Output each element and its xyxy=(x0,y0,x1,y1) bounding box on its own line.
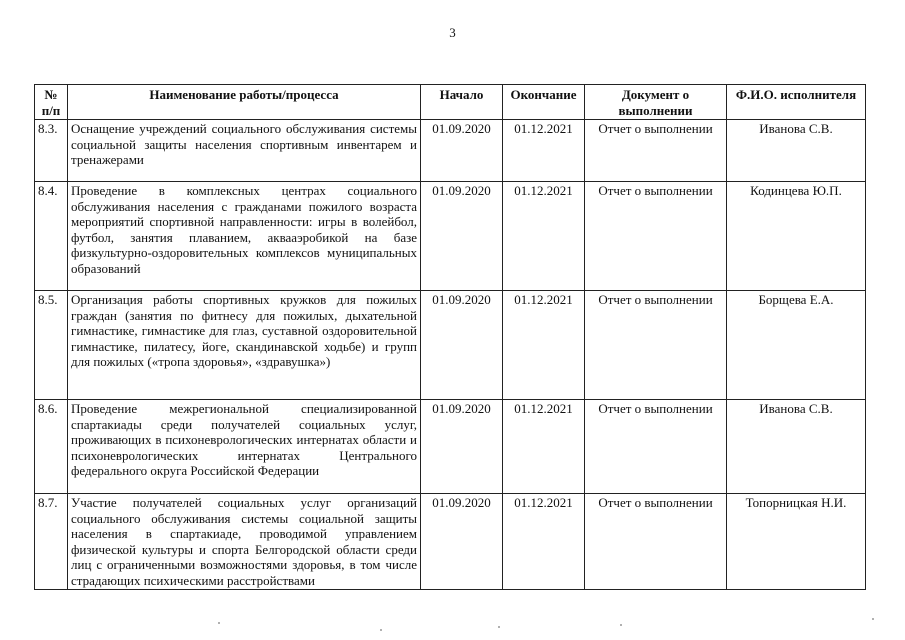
row-executor: Иванова С.В. xyxy=(727,400,866,494)
row-executor: Топорницкая Н.И. xyxy=(727,494,866,590)
row-number: 8.4. xyxy=(35,182,68,291)
header-document: Документ о выполнении xyxy=(585,85,727,120)
table-row xyxy=(35,120,866,182)
scan-speck xyxy=(498,626,500,628)
header-number: № п/п xyxy=(35,85,68,120)
row-start-date: 01.09.2020 xyxy=(421,120,503,182)
row-end-date: 01.12.2021 xyxy=(503,494,585,590)
row-work-name: Проведение межрегиональной специализированной спартакиады среди получателей социальных услуг, проживающих в психоневрологических интернатах области и психоневрологических интернатах Центрального федерального округа Российской Федерации xyxy=(68,400,421,494)
row-executor: Борщева Е.А. xyxy=(727,291,866,400)
table-body xyxy=(35,120,866,590)
row-document: Отчет о выполнении xyxy=(585,182,727,291)
row-work-name: Участие получателей социальных услуг организаций социального обслуживания системы социальной защиты населения в спартакиаде, проводимой управлением физической культуры и спорта Белгородской области среди лиц с ограниченными возможностями здоровья, в том числе страдающих психическими расстройствами xyxy=(68,494,421,590)
row-number: 8.6. xyxy=(35,400,68,494)
table-row xyxy=(35,182,866,291)
header-work-name: Наименование работы/процесса xyxy=(68,85,421,120)
row-number: 8.3. xyxy=(35,120,68,182)
row-document: Отчет о выполнении xyxy=(585,120,727,182)
scan-speck xyxy=(872,618,874,620)
scan-speck xyxy=(620,624,622,626)
row-document: Отчет о выполнении xyxy=(585,400,727,494)
row-end-date: 01.12.2021 xyxy=(503,120,585,182)
page-number: 3 xyxy=(449,25,456,40)
row-document: Отчет о выполнении xyxy=(585,291,727,400)
row-end-date: 01.12.2021 xyxy=(503,182,585,291)
row-start-date: 01.09.2020 xyxy=(421,182,503,291)
row-document: Отчет о выполнении xyxy=(585,494,727,590)
row-executor: Иванова С.В. xyxy=(727,120,866,182)
row-number: 8.5. xyxy=(35,291,68,400)
scan-speck xyxy=(218,622,220,624)
row-number: 8.7. xyxy=(35,494,68,590)
work-plan-table xyxy=(34,84,866,590)
row-end-date: 01.12.2021 xyxy=(503,400,585,494)
table-row xyxy=(35,400,866,494)
table-header xyxy=(35,85,866,120)
header-executor: Ф.И.О. исполнителя xyxy=(727,85,866,120)
table-row xyxy=(35,291,866,400)
table-row xyxy=(35,494,866,590)
row-start-date: 01.09.2020 xyxy=(421,400,503,494)
row-start-date: 01.09.2020 xyxy=(421,291,503,400)
scan-speck xyxy=(380,629,382,631)
row-start-date: 01.09.2020 xyxy=(421,494,503,590)
row-work-name: Организация работы спортивных кружков для пожилых граждан (занятия по фитнесу для пожилых, дыхательной гимнастике, гимнастике для глаз, суставной оздоровительной гимнастике, пилатесу, йоге, скандинавской ходьбе) и групп для пожилых («тропа здоровья», «здравушка») xyxy=(68,291,421,400)
row-work-name: Проведение в комплексных центрах социального обслуживания населения с гражданами пожилого возраста мероприятий спортивной направленности: игры в волейбол, футбол, занятия плаванием, аквааэробикой на базе физкультурно-оздоровительных комплексов муниципальных образований xyxy=(68,182,421,291)
header-start: Начало xyxy=(421,85,503,120)
header-row xyxy=(35,85,866,120)
row-executor: Кодинцева Ю.П. xyxy=(727,182,866,291)
header-end: Окончание xyxy=(503,85,585,120)
row-work-name: Оснащение учреждений социального обслуживания системы социальной защиты населения спортивным инвентарем и тренажерами xyxy=(68,120,421,182)
row-end-date: 01.12.2021 xyxy=(503,291,585,400)
